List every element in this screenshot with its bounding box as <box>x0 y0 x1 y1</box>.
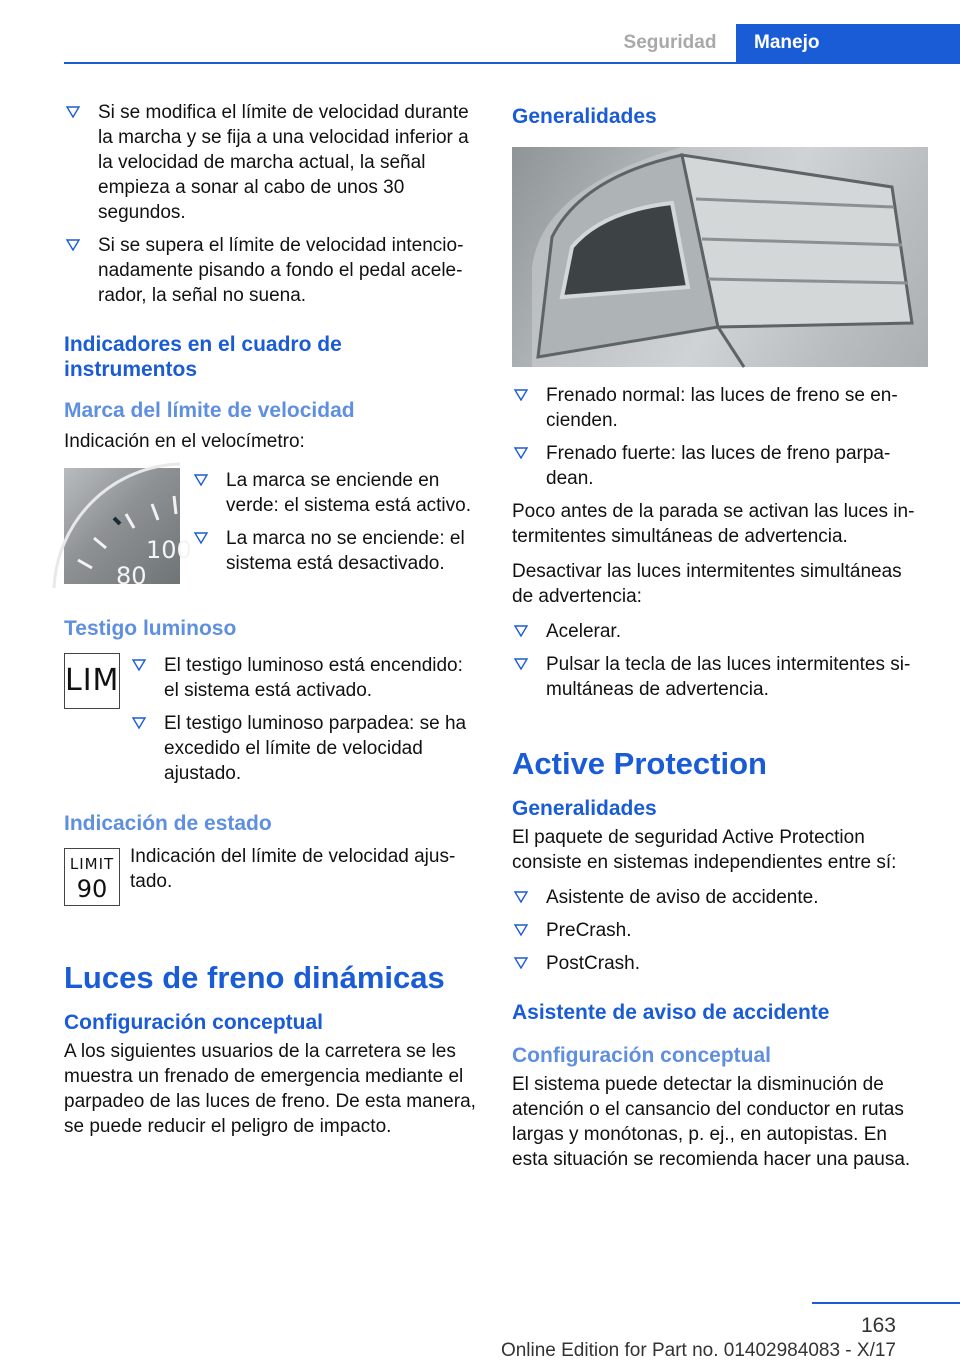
heading-indicadores: Indicadores en el cuadro de instrumentos <box>64 333 342 381</box>
footer-divider <box>812 1302 960 1304</box>
bullet-text: Acelerar. <box>546 621 621 642</box>
heading-luces-freno: Luces de freno dinámicas <box>64 960 445 995</box>
page-number: 163 <box>860 1314 896 1337</box>
paragraph-desactivar: Desactivar las luces intermitentes simultáneas de advertencia: <box>512 561 902 607</box>
gauge-label-80: 80 <box>116 562 147 590</box>
edition-text: Online Edition for Part no. 01402984083 - X/17 <box>500 1340 896 1361</box>
heading-configuracion: Configuración conceptual <box>64 1011 324 1034</box>
limit-status-icon <box>64 848 120 906</box>
triangle-bullet-icon <box>132 659 146 671</box>
estado-section <box>64 848 480 920</box>
triangle-bullet-icon <box>514 389 528 401</box>
list-item <box>130 653 482 703</box>
list-item <box>512 885 928 910</box>
paragraph-indicacion: Indicación en el velocímetro: <box>64 431 305 452</box>
brake-light-photo <box>512 147 928 367</box>
bullet-text: Si se supera el límite de velocidad intencionadamente pisando a fondo el pedal acelerador, la señal no suena. <box>98 235 464 306</box>
heading-marca: Marca del límite de velocidad <box>64 399 355 422</box>
limit-icon-label: LIMIT <box>69 855 115 873</box>
list-item <box>192 526 482 576</box>
right-column <box>512 100 928 1182</box>
bullet-text: Asistente de aviso de accidente. <box>546 887 819 908</box>
list-item <box>512 619 928 644</box>
marca-section <box>64 468 480 588</box>
heading-generalidades: Generalidades <box>512 105 657 128</box>
limit-icon-number: 90 <box>76 875 108 903</box>
list-item <box>130 711 482 786</box>
triangle-bullet-icon <box>514 447 528 459</box>
speedometer-marks-icon <box>64 468 192 590</box>
lim-icon-text: LIM <box>65 663 120 698</box>
heading-configuracion-2: Configuración conceptual <box>512 1044 772 1067</box>
bullet-text: Frenado normal: las luces de freno se encienden. <box>546 385 898 431</box>
bullet-text: PostCrash. <box>546 953 640 974</box>
heading-testigo: Testigo luminoso <box>64 617 237 640</box>
triangle-bullet-icon <box>514 957 528 969</box>
speedometer-image <box>64 468 192 590</box>
bullet-text: El testigo luminoso está encendido: el sistema está activado. <box>164 655 463 701</box>
left-column <box>64 100 480 1149</box>
bullet-text: Pulsar la tecla de las luces intermitentes simultáneas de advertencia. <box>546 654 911 700</box>
triangle-bullet-icon <box>132 717 146 729</box>
triangle-bullet-icon <box>66 239 80 251</box>
paragraph-sistema: El sistema puede detectar la disminución de atención o el cansancio del conductor en rutas largas y monótonas, p. ej., en autopistas. En esta situación se recomienda hacer una pausa. <box>512 1074 911 1170</box>
bullet-text: PreCrash. <box>546 920 632 941</box>
heading-estado: Indicación de estado <box>64 812 272 835</box>
testigo-section <box>64 653 480 803</box>
list-item <box>512 918 928 943</box>
lim-indicator-icon <box>64 653 120 709</box>
bullet-text: El testigo luminoso parpadea: se ha excedido el límite de velocidad ajustado. <box>164 713 467 784</box>
paragraph-estado: Indicación del límite de velocidad ajustado. <box>130 846 456 892</box>
paragraph-paquete: El paquete de seguridad Active Protection consiste en sistemas independientes entre sí: <box>512 827 897 873</box>
triangle-bullet-icon <box>514 658 528 670</box>
triangle-bullet-icon <box>66 106 80 118</box>
list-item <box>512 383 928 433</box>
heading-active-protection: Active Protection <box>512 746 767 781</box>
list-item <box>512 652 928 702</box>
triangle-bullet-icon <box>194 532 208 544</box>
heading-asistente: Asistente de aviso de accidente <box>512 1001 830 1024</box>
paragraph-poco-antes: Poco antes de la parada se activan las luces intermitentes simultáneas de advertencia. <box>512 501 915 547</box>
page-header <box>64 24 960 64</box>
list-item <box>512 441 928 491</box>
gauge-label-100: 100 <box>146 536 192 564</box>
bullet-text: Si se modifica el límite de velocidad durante la marcha y se fija a una velocidad inferior a la velocidad de marcha actual, la señal empieza a sonar al cabo de unos 30 segundos. <box>98 102 469 223</box>
list-item <box>64 233 480 308</box>
tab-seguridad[interactable]: Seguridad <box>623 32 717 53</box>
triangle-bullet-icon <box>514 625 528 637</box>
tab-manejo[interactable]: Manejo <box>736 24 960 62</box>
triangle-bullet-icon <box>514 891 528 903</box>
list-item <box>512 951 928 976</box>
triangle-bullet-icon <box>514 924 528 936</box>
bullet-text: La marca se enciende en verde: el sistema está activo. <box>226 470 471 516</box>
paragraph-configuracion: A los siguientes usuarios de la carretera se les muestra un frenado de emergencia mediante el parpadeo de las luces de freno. De esta manera, se puede reducir el peligro de impacto. <box>64 1041 476 1137</box>
bullet-text: La marca no se enciende: el sistema está desactivado. <box>226 528 465 574</box>
list-item <box>64 100 480 225</box>
triangle-bullet-icon <box>194 474 208 486</box>
heading-generalidades-2: Generalidades <box>512 797 657 820</box>
brake-light-illustration-icon <box>512 147 928 367</box>
list-item <box>192 468 482 518</box>
bullet-text: Frenado fuerte: las luces de freno parpadean. <box>546 443 891 489</box>
